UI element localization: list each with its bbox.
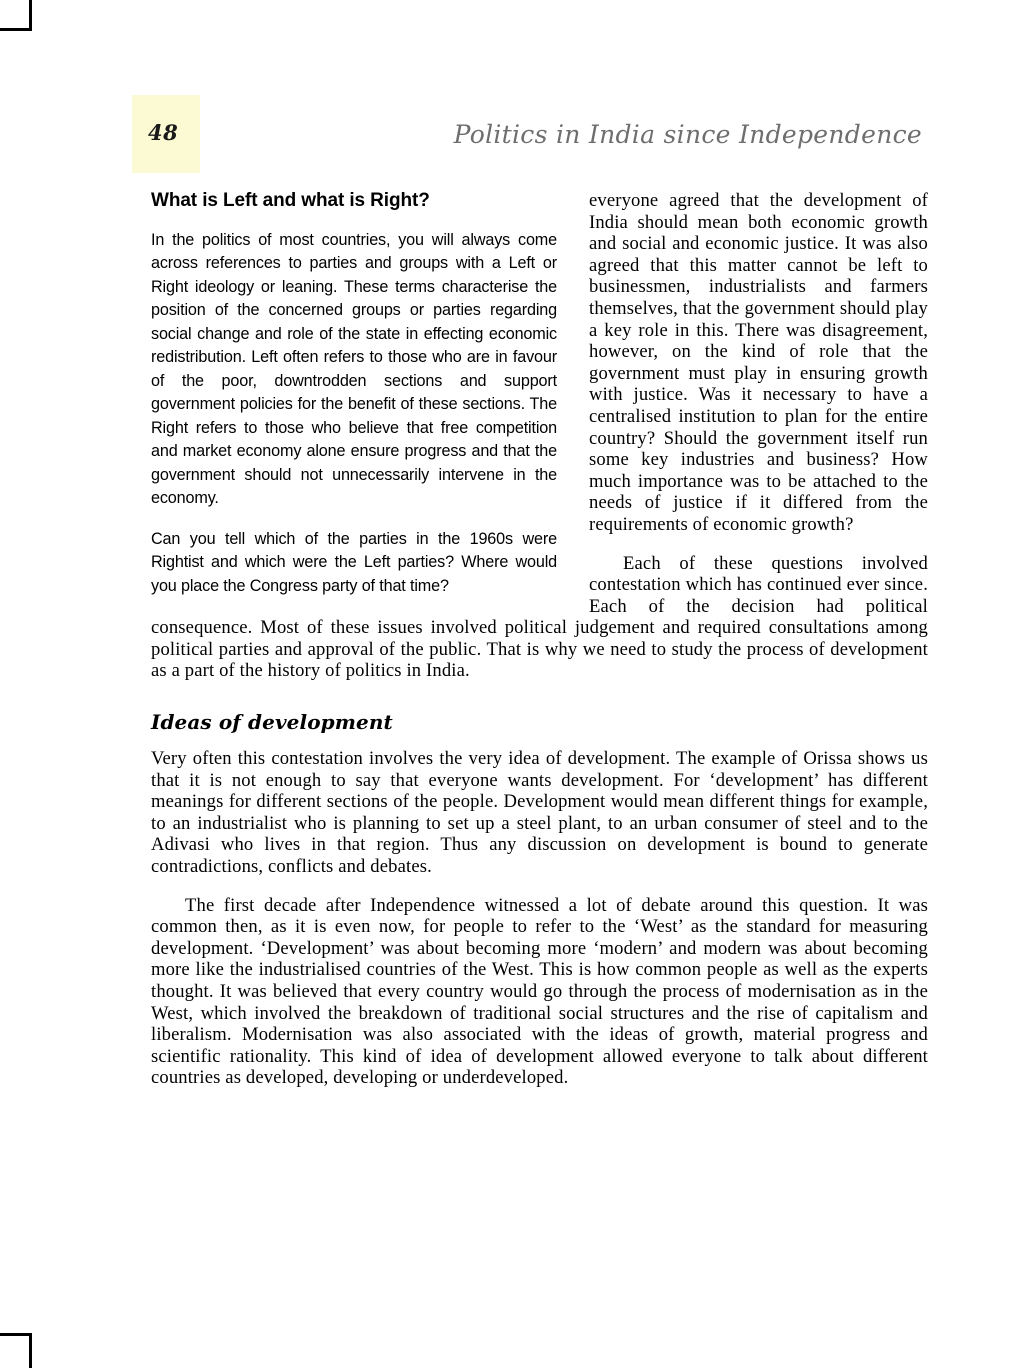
page-number: 48	[148, 120, 179, 145]
sidebar-heading: What is Left and what is Right?	[151, 190, 430, 211]
running-head-title: Politics in India since Independence	[453, 120, 922, 149]
crop-mark-vertical-line	[29, 1335, 32, 1368]
sidebar-box	[151, 190, 557, 598]
section-heading-ideas-of-development: Ideas of development	[151, 710, 393, 735]
body-paragraph-four: The first decade after Independence witnessed a lot of debate around this question. It was common then, as it is even now, for people to refer to the ‘West’ as the standard for measuring development. ‘Development’ was about becoming more ‘modern’ and modern was about becoming more like the industrialised countries of the West. This is how common people as well as the experts thought. It was believed that every country would go through the process of modernisation as in the West, which involved the breakdown of traditional social structures and the rise of capitalism and liberalism. Modernisation was also associated with the ideas of growth, material progress and scientific rationality. This kind of idea of development allowed everyone to talk about different countries as developed, developing or underdeveloped.	[151, 894, 928, 1089]
page-header	[0, 0, 1020, 185]
sidebar-paragraph: In the politics of most countries, you will always come across references to parties and groups with a Left or Right ideology or leaning. These terms characterise the position of the concerned groups or parties regarding social change and role of the state in effecting economic redistribution. Left often refers to those who are in favour of the poor, downtrodden sections and support government policies for the benefit of these sections. The Right refers to those who believe that free competition and market economy alone ensure progress and that the government should not unnecessarily intervene in the economy.	[151, 230, 557, 508]
body-paragraph-one: everyone agreed that the development of India should mean both economic growth and social and economic justice. It was also agreed that this matter cannot be left to businessmen, industrialists and farmers themselves, that the government should play a key role in this. There was disagreement, however, on the kind of role that the government must play in ensuring growth with justice. Was it necessary to have a centralised institution to plan for the entire country? Should the government itself run some key industries and business? How much importance was to be attached to the needs of justice if it differed from the requirements of economic growth?	[589, 190, 928, 535]
body-paragraph-two: Each of these questions involved contestation which has continued ever since. Each of the decision had political consequence. Most of these issues involved political judgement and required consultations among political parties and approval of the public. That is why we need to study the process of development as a part of the history of politics in India.	[151, 552, 928, 682]
body-paragraph-three: Very often this contestation involves the very idea of development. The example of Orissa shows us that it is not enough to say that everyone wants development. For ‘development’ has different meanings for different sections of the people. Development would mean different things for example, to an industrialist who is planning to set up a steel plant, to an urban consumer of steel and to the Adivasi who lives in that region. Thus any discussion on development is bound to generate contradictions, conflicts and debates.	[151, 748, 928, 878]
page-content	[151, 190, 928, 1089]
crop-mark-horizontal-line	[0, 1333, 32, 1336]
sidebar-paragraph: Can you tell which of the parties in the 1960s were Rightist and which were the Left parties? Where would you place the Congress party of that time?	[151, 529, 557, 595]
